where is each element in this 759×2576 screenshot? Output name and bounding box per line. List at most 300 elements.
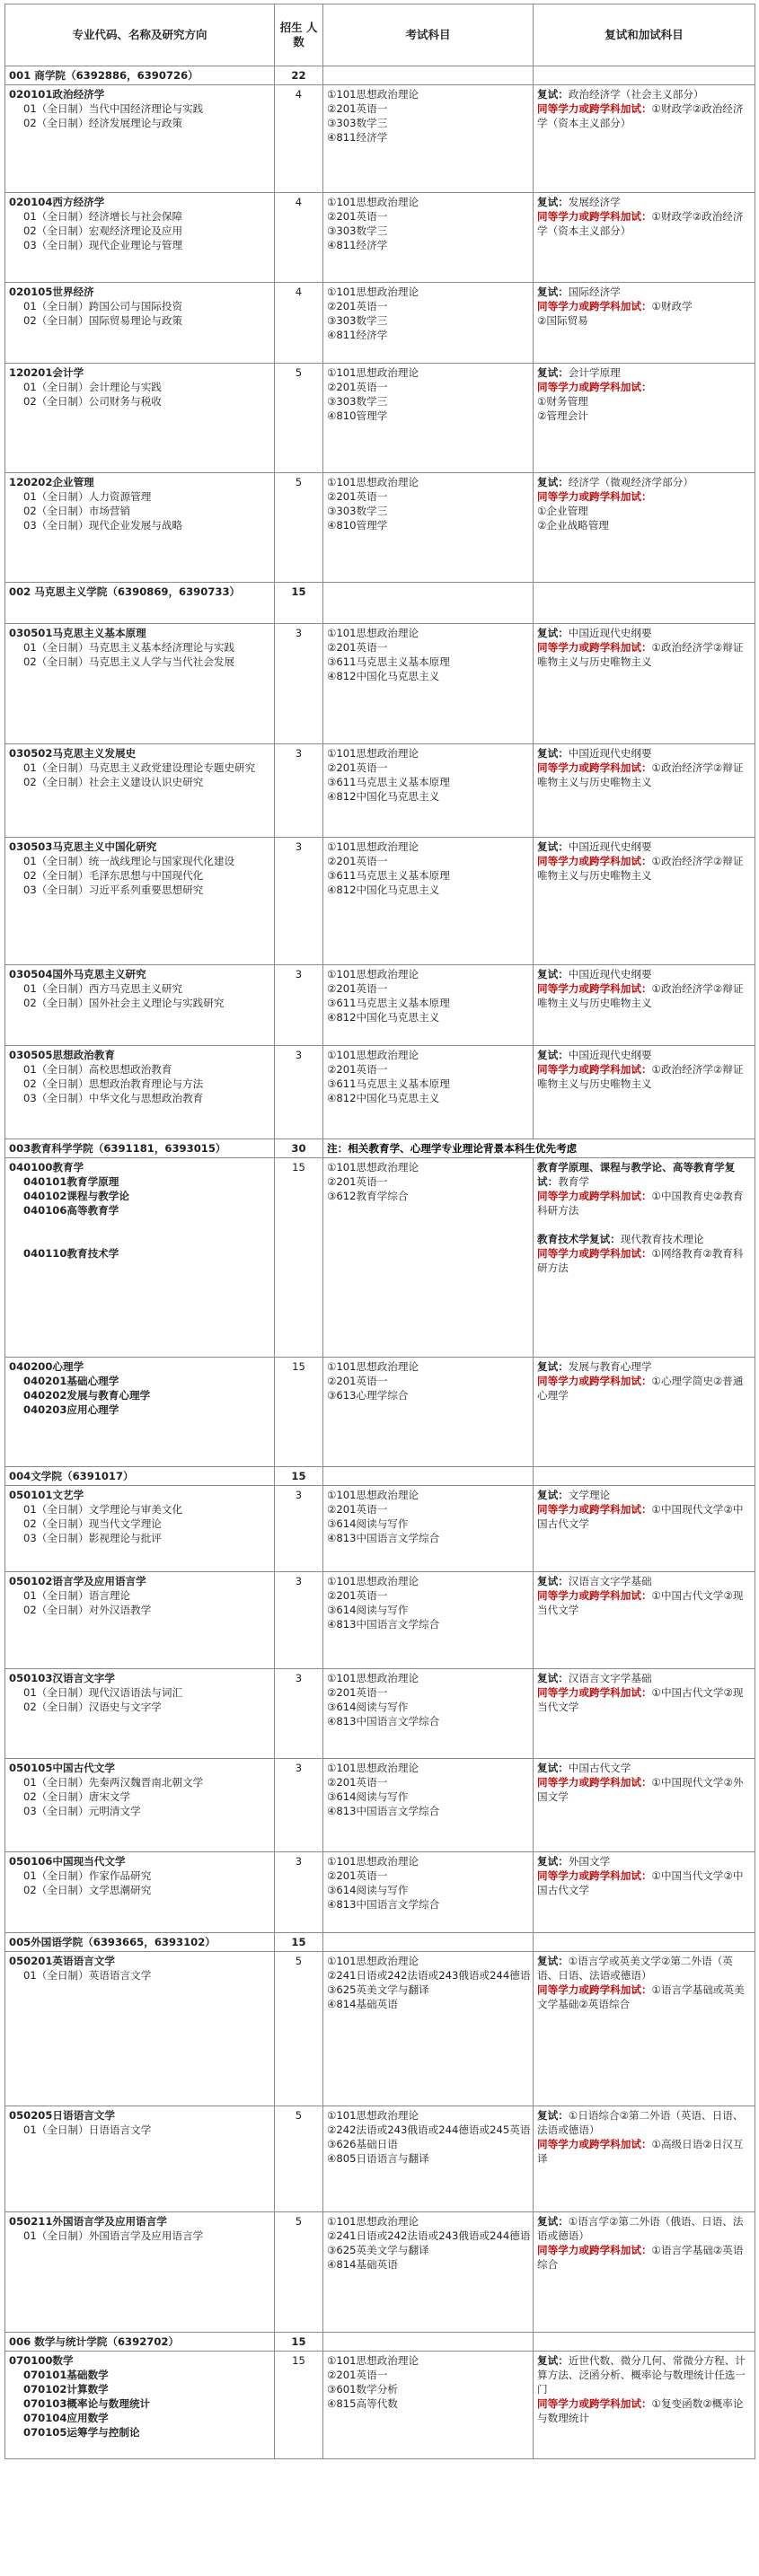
retest-line (537, 1374, 751, 1402)
exam-subject: ②201英语一 (327, 1375, 388, 1387)
enrollment-quota: 3 (275, 1572, 323, 1669)
retest-subjects (534, 2352, 755, 2459)
enrollment-quota: 3 (275, 1486, 323, 1572)
retest-line (537, 840, 751, 854)
enrollment-quota: 15 (275, 2352, 323, 2459)
retest-text: ①政治经济学②辩证唯物主义与历史唯物主义 (537, 1063, 744, 1090)
retest-label: 同等学力或跨学科加试： (537, 761, 652, 774)
retest-text: ①中国现代文学②中国古代文学 (537, 1503, 744, 1530)
major-cell (5, 1572, 275, 1669)
retest-line (537, 504, 751, 518)
exam-subject: ②241日语或242法语或243俄语或244德语 (327, 2229, 531, 2242)
major-cell (5, 2352, 275, 2459)
major-cell (5, 283, 275, 364)
retest-text: 汉语言文字学基础 (568, 1575, 652, 1587)
exam-subject: ③625英美文学与翻译 (327, 2244, 429, 2256)
major-cell (5, 1669, 275, 1759)
retest-text: 国际经济学 (568, 286, 621, 298)
enrollment-quota: 3 (275, 1852, 323, 1933)
major-name: 050211外国语言学及应用语言学 (9, 2215, 167, 2228)
retest-text: 教育学 (558, 1175, 589, 1188)
exam-subject: ③613心理学综合 (327, 1389, 409, 1402)
enrollment-quota: 3 (275, 1046, 323, 1139)
exam-cell (323, 583, 534, 624)
department-name: 004文学院（6391017） (5, 1467, 275, 1486)
research-direction: 040106高等教育学 (23, 1204, 119, 1217)
table-row (5, 2106, 755, 2212)
exam-subject: ③625英美文学与翻译 (327, 1983, 429, 1996)
table-row (5, 1759, 755, 1852)
research-direction: 01（全日制）经济增长与社会保障 (23, 210, 183, 223)
retest-text: ①财政学②政治经济学（资本主义部分） (537, 210, 744, 237)
major-cell (5, 624, 275, 744)
major-cell (5, 965, 275, 1046)
retest-text: ①中国古代文学②现当代文学 (537, 1686, 744, 1713)
retest-text: ①政治经济学②辩证唯物主义与历史唯物主义 (537, 641, 744, 668)
header-quota: 招生 人数 (275, 4, 323, 66)
exam-subject: ①101思想政治理论 (327, 1489, 419, 1501)
major-name: 070100数学 (9, 2354, 74, 2367)
major-name: 050105中国古代文学 (9, 1762, 115, 1774)
retest-text: ②国际贸易 (537, 314, 588, 327)
enrollment-quota: 3 (275, 624, 323, 744)
retest-subjects (534, 1669, 755, 1759)
table-row (5, 473, 755, 583)
retest-line (537, 1854, 751, 1868)
exam-subject: ④813中国语言文学综合 (327, 1898, 440, 1911)
major-cell (5, 1486, 275, 1572)
major-cell (5, 85, 275, 193)
retest-label: 复试： (537, 286, 569, 298)
retest-text: 文学理论 (568, 1489, 611, 1501)
retest-line (537, 87, 751, 101)
research-direction: 03（全日制）现代企业理论与管理 (23, 239, 183, 251)
research-direction: 01（全日制）会计理论与实践 (23, 381, 162, 393)
retest-label: 同等学力或跨学科加试： (537, 1503, 652, 1516)
retest-text: ①政治经济学②辩证唯物主义与历史唯物主义 (537, 982, 744, 1009)
retest-text: ①网络教育②教育科研方法 (537, 1247, 744, 1274)
retest-label: 复试： (537, 1955, 569, 1967)
retest-subjects (534, 2106, 755, 2212)
table-body (5, 66, 755, 2459)
retest-subjects (534, 838, 755, 965)
retest-line (537, 1359, 751, 1374)
exam-subject: ③611马克思主义基本原理 (327, 869, 450, 882)
table-row (5, 85, 755, 193)
retest-label: 复试： (537, 1489, 569, 1501)
retest-line (537, 1685, 751, 1714)
research-direction: 02（全日制）思想政治教育理论与方法 (23, 1077, 204, 1090)
exam-subject: ④812中国化马克思主义 (327, 790, 440, 803)
major-name: 050205日语语言文学 (9, 2109, 115, 2122)
major-cell (5, 744, 275, 838)
exam-subject: ①101思想政治理论 (327, 196, 419, 208)
retest-label: 同等学力或跨学科加试： (537, 381, 652, 393)
research-direction: 040110教育技术学 (23, 1247, 119, 1260)
research-direction: 070104应用数学 (23, 2412, 109, 2424)
major-cell (5, 193, 275, 283)
major-name: 040100教育学 (9, 1161, 84, 1174)
retest-line (537, 2137, 751, 2166)
exam-subject: ③303数学三 (327, 314, 388, 327)
exam-subject: ④813中国语言文学综合 (327, 1532, 440, 1544)
retest-subjects (534, 85, 755, 193)
retest-line (537, 1588, 751, 1617)
retest-text: 汉语言文字学基础 (568, 1672, 652, 1684)
retest-label: 同等学力或跨学科加试： (537, 641, 652, 654)
retest-text: 政治经济学（社会主义部分） (568, 88, 704, 101)
retest-label: 同等学力或跨学科加试： (537, 102, 652, 115)
enrollment-quota: 5 (275, 1952, 323, 2106)
department-row (5, 583, 755, 624)
department-name: 005外国语学院（6393665，6393102） (5, 1933, 275, 1952)
retest-text: ①语言学②第二外语（俄语、日语、法语或德语） (537, 2215, 744, 2242)
retest-text: 中国近现代史纲要 (568, 968, 652, 980)
retest-text: ①中国当代文学②中国古代文学 (537, 1869, 744, 1896)
retest-line (537, 640, 751, 669)
major-cell (5, 1158, 275, 1358)
retest-cell (534, 2333, 755, 2352)
exam-subject: ②201英语一 (327, 490, 388, 503)
retest-label: 复试： (537, 366, 569, 379)
research-direction: 03（全日制）元明清文学 (23, 1805, 141, 1817)
exam-subjects (323, 473, 534, 583)
major-cell (5, 2106, 275, 2212)
exam-subjects (323, 283, 534, 364)
retest-line (537, 394, 751, 409)
exam-subject: ①101思想政治理论 (327, 2354, 419, 2367)
retest-line (537, 518, 751, 532)
exam-subject: ②201英语一 (327, 1589, 388, 1602)
retest-line (537, 626, 751, 640)
exam-subject: ①101思想政治理论 (327, 88, 419, 101)
research-direction: 02（全日制）对外汉语教学 (23, 1604, 152, 1616)
retest-text: ①语言学或英美文学②第二外语（英语、日语、法语或德语） (537, 1955, 733, 1982)
research-direction: 01（全日制）英语语言文学 (23, 1969, 152, 1982)
enrollment-quota: 3 (275, 1759, 323, 1852)
table-row (5, 1952, 755, 2106)
exam-subject: ③614阅读与写作 (327, 1604, 409, 1616)
enrollment-quota: 3 (275, 965, 323, 1046)
exam-subject: ①101思想政治理论 (327, 1049, 419, 1061)
major-cell (5, 473, 275, 583)
retest-line (537, 854, 751, 883)
retest-line (537, 1160, 751, 1189)
retest-label: 同等学力或跨学科加试： (537, 490, 652, 503)
exam-subject: ④810管理学 (327, 519, 388, 532)
department-name: 006 数学与统计学院（6392702） (5, 2333, 275, 2352)
research-direction: 040203应用心理学 (23, 1403, 119, 1416)
major-name: 120202企业管理 (9, 476, 94, 488)
major-cell (5, 1952, 275, 2106)
research-direction: 01（全日制）日语语言文学 (23, 2123, 152, 2136)
exam-subject: ①101思想政治理论 (327, 476, 419, 488)
header-major: 专业代码、名称及研究方向 (5, 4, 275, 66)
exam-subject: ③614阅读与写作 (327, 1790, 409, 1803)
retest-line (537, 2214, 751, 2243)
major-name: 050103汉语言文字学 (9, 1672, 115, 1684)
exam-subjects (323, 364, 534, 473)
major-name: 050201英语语言文学 (9, 1955, 115, 1967)
retest-text: ①财政学②政治经济学（资本主义部分） (537, 102, 744, 129)
exam-cell (323, 1467, 534, 1486)
table-row (5, 193, 755, 283)
exam-subject: ②201英语一 (327, 1063, 388, 1076)
enrollment-quota: 3 (275, 744, 323, 838)
exam-subjects (323, 1759, 534, 1852)
retest-line (537, 409, 751, 423)
table-row (5, 1572, 755, 1669)
major-name: 030504国外马克思主义研究 (9, 968, 146, 980)
retest-label: 复试： (537, 476, 569, 488)
table-row (5, 624, 755, 744)
retest-label: 同等学力或跨学科加试： (537, 982, 652, 995)
major-name: 030501马克思主义基本原理 (9, 627, 146, 639)
exam-subjects (323, 1158, 534, 1358)
major-name: 030505思想政治教育 (9, 1049, 115, 1061)
retest-label: 复试： (537, 2354, 569, 2367)
retest-line (537, 1775, 751, 1804)
table-header (5, 4, 755, 66)
research-direction: 040202发展与教育心理学 (23, 1389, 151, 1402)
research-direction: 01（全日制）语言理论 (23, 1589, 131, 1602)
research-direction: 02（全日制）马克思主义人学与当代社会发展 (23, 655, 235, 668)
exam-subject: ②201英语一 (327, 210, 388, 223)
research-direction: 040101教育学原理 (23, 1175, 119, 1188)
research-direction: 03（全日制）现代企业发展与战略 (23, 519, 183, 532)
exam-subject: ①101思想政治理论 (327, 1672, 419, 1684)
exam-subject: ③611马克思主义基本原理 (327, 776, 450, 788)
retest-line (537, 2396, 751, 2425)
retest-text: 中国近现代史纲要 (568, 627, 652, 639)
retest-label: 同等学力或跨学科加试： (537, 1375, 652, 1387)
header-exam: 考试科目 (323, 4, 534, 66)
exam-subject: ②242法语或243俄语或244德语或245英语 (327, 2123, 531, 2136)
retest-subjects (534, 1759, 755, 1852)
retest-subjects (534, 193, 755, 283)
major-name: 030503马克思主义中国化研究 (9, 840, 157, 853)
exam-subject: ①101思想政治理论 (327, 1161, 419, 1174)
retest-text: 现代教育技术理论 (620, 1233, 704, 1245)
major-cell (5, 1046, 275, 1139)
research-direction: 03（全日制）影视理论与批评 (23, 1532, 162, 1544)
exam-subject: ③614阅读与写作 (327, 1517, 409, 1530)
retest-cell (534, 1933, 755, 1952)
research-direction: 01（全日制）先秦两汉魏晋南北朝文学 (23, 1776, 204, 1789)
exam-subject: ①101思想政治理论 (327, 286, 419, 298)
retest-text: ①中国教育史②教育科研方法 (537, 1190, 744, 1217)
department-note: 注：相关教育学、心理学专业理论背景本科生优先考虑 (323, 1139, 755, 1158)
department-row (5, 1933, 755, 1952)
exam-subject: ③626基础日语 (327, 2138, 398, 2150)
exam-subject: ④811经济学 (327, 239, 388, 251)
retest-label: 同等学力或跨学科加试： (537, 2397, 652, 2410)
department-row (5, 1467, 755, 1486)
exam-subject: ③601数学分析 (327, 2383, 398, 2396)
major-cell (5, 1358, 275, 1467)
exam-subject: ④812中国化马克思主义 (327, 884, 440, 896)
research-direction: 02（全日制）社会主义建设认识史研究 (23, 776, 204, 788)
retest-text: ①语言学基础②英语综合 (537, 2244, 744, 2271)
exam-subjects (323, 1046, 534, 1139)
retest-label: 复试： (537, 1049, 569, 1061)
enrollment-quota: 15 (275, 1933, 323, 1952)
retest-line (537, 1868, 751, 1897)
exam-subject: ①101思想政治理论 (327, 627, 419, 639)
enrollment-quota: 15 (275, 1158, 323, 1358)
retest-text: 外国文学 (568, 1855, 611, 1868)
major-cell (5, 838, 275, 965)
retest-line (537, 2353, 751, 2396)
enrollment-quota: 15 (275, 2333, 323, 2352)
exam-subjects (323, 1572, 534, 1669)
exam-subject: ④813中国语言文学综合 (327, 1715, 440, 1728)
exam-subject: ③614阅读与写作 (327, 1701, 409, 1713)
major-name: 120201会计学 (9, 366, 84, 379)
research-direction: 02（全日制）国外社会主义理论与实践研究 (23, 997, 225, 1009)
retest-text: ①中国古代文学②现当代文学 (537, 1589, 744, 1616)
retest-line (537, 475, 751, 489)
exam-subjects (323, 1669, 534, 1759)
exam-subject: ④813中国语言文学综合 (327, 1805, 440, 1817)
major-name: 050101文艺学 (9, 1489, 84, 1501)
exam-subjects (323, 744, 534, 838)
retest-label: 同等学力或跨学科加试： (537, 1190, 652, 1202)
research-direction: 02（全日制）汉语史与文字学 (23, 1701, 162, 1713)
exam-subjects (323, 624, 534, 744)
retest-line (537, 760, 751, 789)
retest-line (537, 1062, 751, 1091)
exam-subject: ③303数学三 (327, 224, 388, 237)
exam-subject: ④815高等代数 (327, 2397, 398, 2410)
retest-line (537, 1954, 751, 1983)
exam-subjects (323, 2106, 534, 2212)
retest-line (537, 195, 751, 209)
exam-subjects (323, 85, 534, 193)
exam-subjects (323, 1358, 534, 1467)
retest-text: ②企业战略管理 (537, 519, 609, 532)
retest-label: 同等学力或跨学科加试： (537, 2244, 652, 2256)
retest-text: ①企业管理 (537, 505, 588, 517)
exam-subject: ②201英语一 (327, 855, 388, 867)
retest-line (537, 489, 751, 504)
exam-subject: ③611马克思主义基本原理 (327, 655, 450, 668)
retest-label: 复试： (537, 1762, 569, 1774)
research-direction: 01（全日制）跨国公司与国际投资 (23, 300, 183, 312)
retest-text: 经济学（微观经济学部分） (568, 476, 693, 488)
table-row (5, 2212, 755, 2333)
exam-subject: ①101思想政治理论 (327, 1360, 419, 1373)
major-name: 020105世界经济 (9, 286, 94, 298)
retest-label: 同等学力或跨学科加试： (537, 1686, 652, 1699)
retest-label: 同等学力或跨学科加试： (537, 1247, 652, 1260)
research-direction: 070103概率论与数理统计 (23, 2397, 151, 2410)
research-direction: 02（全日制）文学思潮研究 (23, 1884, 152, 1896)
retest-text: 发展经济学 (568, 196, 621, 208)
retest-label: 同等学力或跨学科加试： (537, 210, 652, 223)
retest-line (537, 981, 751, 1010)
exam-subject: ④812中国化马克思主义 (327, 1011, 440, 1024)
research-direction: 02（全日制）公司财务与税收 (23, 395, 162, 408)
enrollment-quota: 4 (275, 193, 323, 283)
enrollment-quota: 22 (275, 66, 323, 85)
retest-label: 复试： (537, 840, 569, 853)
retest-label: 复试： (537, 196, 569, 208)
exam-subject: ③303数学三 (327, 117, 388, 129)
retest-line (537, 2243, 751, 2272)
retest-text: 中国近现代史纲要 (568, 840, 652, 853)
research-direction: 02（全日制）经济发展理论与政策 (23, 117, 183, 129)
research-direction: 01（全日制）外国语言学及应用语言学 (23, 2229, 204, 2242)
department-name: 003教育科学学院（6391181，6393015） (5, 1139, 275, 1158)
retest-text: ①高级日语②日汉互译 (537, 2138, 744, 2165)
exam-subject: ②201英语一 (327, 1776, 388, 1789)
retest-line (537, 1488, 751, 1502)
retest-line (537, 1671, 751, 1685)
retest-line (537, 967, 751, 981)
exam-subject: ①101思想政治理论 (327, 747, 419, 760)
retest-label: 同等学力或跨学科加试： (537, 1869, 652, 1882)
exam-subject: ③612教育学综合 (327, 1190, 409, 1202)
retest-text: ①心理学简史②普通心理学 (537, 1375, 744, 1402)
enrollment-quota: 30 (275, 1139, 323, 1158)
research-direction: 01（全日制）马克思主义基本经济理论与实践 (23, 641, 235, 654)
table-row (5, 1158, 755, 1358)
exam-subject: ②241日语或242法语或243俄语或244德语 (327, 1969, 531, 1982)
research-direction: 01（全日制）高校思想政治教育 (23, 1063, 172, 1076)
research-direction: 02（全日制）现当代文学理论 (23, 1517, 162, 1530)
table-row (5, 1486, 755, 1572)
retest-line (537, 1574, 751, 1588)
research-direction (23, 1218, 270, 1232)
retest-label: 教育技术学复试： (537, 1233, 621, 1245)
exam-subjects (323, 1486, 534, 1572)
retest-line (537, 1983, 751, 2011)
exam-subject: ①101思想政治理论 (327, 1575, 419, 1587)
exam-cell (323, 66, 534, 85)
retest-subjects (534, 624, 755, 744)
exam-subject: ③614阅读与写作 (327, 1884, 409, 1896)
enrollment-quota: 4 (275, 283, 323, 364)
exam-subject: ①101思想政治理论 (327, 2215, 419, 2228)
exam-subject: ④814基础英语 (327, 1998, 398, 2010)
exam-subject: ②201英语一 (327, 2369, 388, 2381)
enrollment-quota: 15 (275, 1358, 323, 1467)
enrollment-quota: 3 (275, 838, 323, 965)
exam-subjects (323, 2212, 534, 2333)
major-name: 030502马克思主义发展史 (9, 747, 137, 760)
department-name: 002 马克思主义学院（6390869，6390733） (5, 583, 275, 624)
retest-text: 中国近现代史纲要 (568, 1049, 652, 1061)
table-row (5, 283, 755, 364)
retest-label: 同等学力或跨学科加试： (537, 300, 652, 312)
research-direction: 01（全日制）作家作品研究 (23, 1869, 152, 1882)
retest-text: ①财务管理 (537, 395, 588, 408)
retest-line (537, 1761, 751, 1775)
exam-subject: ④811经济学 (327, 131, 388, 144)
exam-subject: ④812中国化马克思主义 (327, 1092, 440, 1104)
retest-subjects (534, 2212, 755, 2333)
retest-line (537, 1246, 751, 1275)
major-name: 020101政治经济学 (9, 88, 105, 101)
retest-line (537, 1189, 751, 1218)
retest-label: 复试： (537, 1575, 569, 1587)
enrollment-quota: 15 (275, 1467, 323, 1486)
research-direction (23, 1232, 270, 1246)
enrollment-quota: 15 (275, 583, 323, 624)
research-direction: 040102课程与教学论 (23, 1190, 129, 1202)
research-direction: 03（全日制）习近平系列重要思想研究 (23, 884, 204, 896)
